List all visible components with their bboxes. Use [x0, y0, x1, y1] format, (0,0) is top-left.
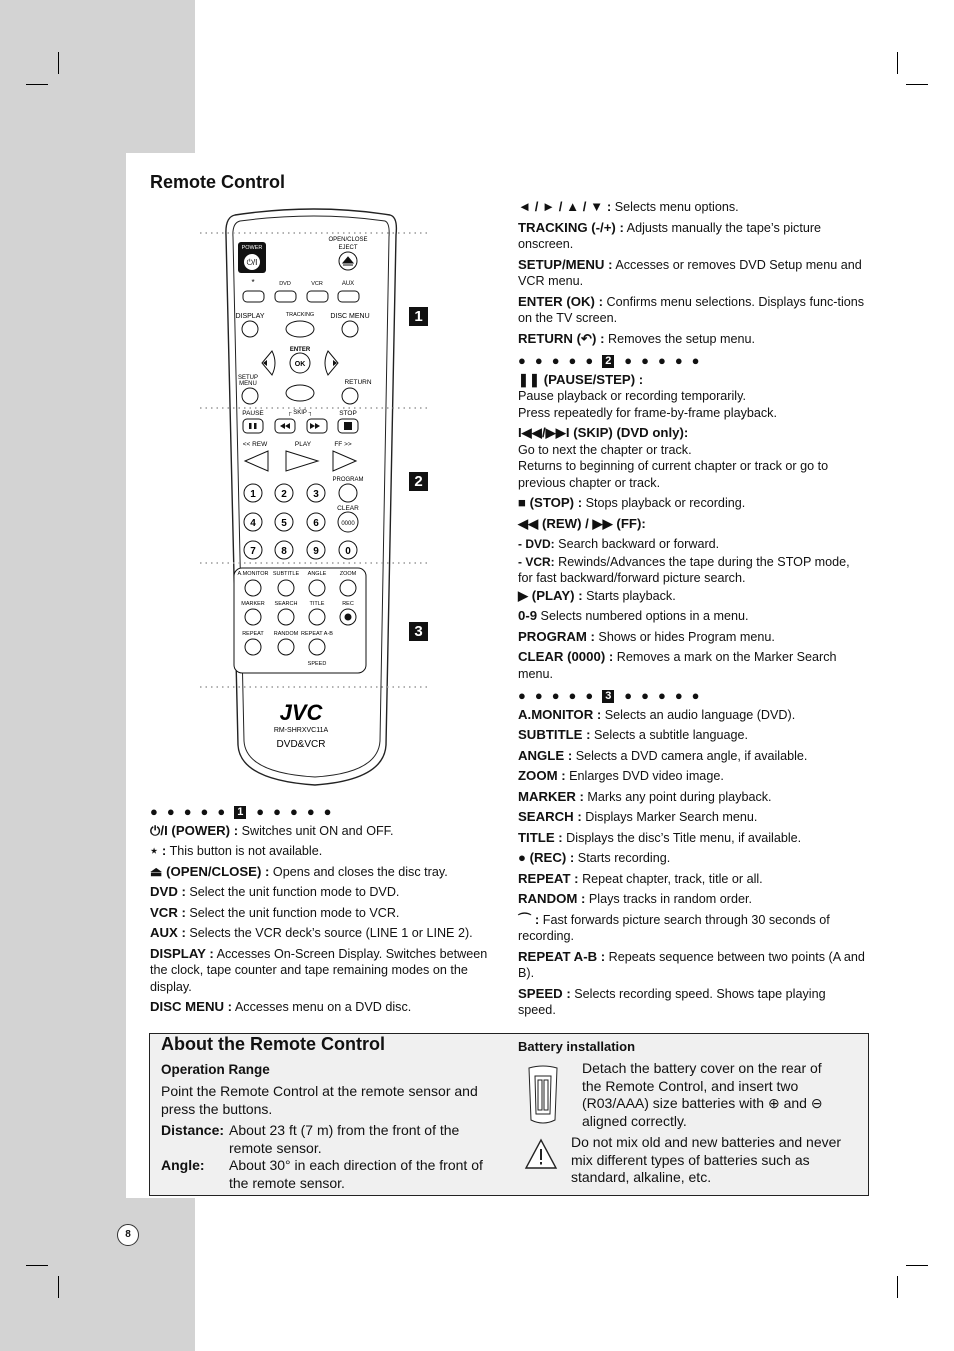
svg-text:PROGRAM: PROGRAM	[332, 477, 364, 483]
definition-value: Accesses On-Screen Display. Switches between the clock, tape counter and tape remaining modes on the display.	[150, 946, 488, 994]
svg-text:6: 6	[313, 518, 319, 529]
definition-key: SEARCH :	[518, 809, 582, 824]
definition-key: DISPLAY :	[150, 945, 214, 961]
definition-item	[150, 823, 495, 840]
svg-text:ZOOM: ZOOM	[339, 571, 357, 577]
svg-text:REPEAT A-B: REPEAT A-B	[301, 631, 333, 637]
definition-item	[150, 864, 495, 881]
section-marker-1: 1	[409, 307, 428, 326]
right-column	[518, 199, 866, 1023]
right-definition-list-3	[518, 707, 866, 1019]
svg-text:ANGLE: ANGLE	[307, 571, 327, 577]
definition-value: Starts playback.	[582, 588, 676, 603]
definition-value: Selects numbered options in a menu.	[537, 609, 749, 623]
definition-key: ◄ / ► / ▲ / ▼ :	[518, 199, 612, 214]
section-divider-3: ●●●●● 3 ●●●●●	[518, 688, 709, 703]
definition-value: Selects menu options.	[611, 200, 739, 214]
angle-text: About 30° in each direction of the front of the remote sensor.	[229, 1157, 483, 1191]
definition-key: ◀◀ (REW) / ▶▶ (FF):	[518, 515, 646, 531]
svg-text:5: 5	[281, 518, 287, 529]
svg-text:0000: 0000	[341, 521, 355, 527]
definition-item	[518, 372, 866, 422]
open-close-label: OPEN/CLOSE	[328, 237, 368, 243]
svg-text:TITLE: TITLE	[309, 601, 325, 607]
svg-text:VCR: VCR	[311, 281, 323, 287]
definition-item	[518, 727, 866, 744]
definition-item	[518, 425, 866, 491]
svg-text:DISC MENU: DISC MENU	[330, 313, 370, 320]
definition-item	[518, 588, 866, 605]
definition-value: Enlarges DVD video image.	[565, 769, 724, 783]
definition-key: TRACKING (-/+) :	[518, 219, 624, 235]
left-column	[150, 798, 495, 1020]
svg-text:<< REW: << REW	[242, 441, 268, 448]
svg-text:PLAY: PLAY	[294, 441, 312, 448]
warning-text: Do not mix old and new batteries and never mix different types of batteries such as standard, alkaline, etc.	[571, 1134, 842, 1185]
svg-text:TRACKING: TRACKING	[285, 312, 315, 318]
definition-item	[150, 905, 495, 922]
definition-item	[518, 331, 866, 348]
section-marker-2: 2	[409, 472, 428, 491]
crop-mark	[58, 52, 59, 74]
definition-value: Switches unit ON and OFF.	[238, 823, 394, 838]
definition-value: Opens and closes the disc tray.	[269, 864, 448, 879]
svg-text:SETUP: SETUP	[237, 375, 259, 381]
definition-key: ENTER (OK) :	[518, 293, 603, 309]
svg-text:SUBTITLE: SUBTITLE	[272, 571, 300, 577]
definition-key: ⋆ :	[150, 843, 167, 858]
operation-range-text: Point the Remote Control at the remote sensor and press the buttons.	[161, 1083, 478, 1117]
definition-key: A.MONITOR :	[518, 706, 602, 722]
definition-item	[518, 809, 866, 826]
definition-item	[150, 884, 495, 901]
page-number: 8	[117, 1224, 139, 1246]
definition-item	[518, 294, 866, 327]
definition-item	[150, 946, 495, 996]
svg-text:9: 9	[313, 546, 319, 557]
angle-label: Angle:	[161, 1157, 205, 1173]
svg-text:4: 4	[250, 518, 256, 529]
section-divider-1: ●●●●● 1 ●●●●●	[150, 804, 341, 819]
definition-value: Rewinds/Advances the tape during the STOP mode, for fast backward/forward picture search.	[518, 554, 850, 585]
definition-key: MARKER :	[518, 788, 584, 804]
definition-key: CLEAR (0000) :	[518, 649, 614, 664]
definition-item	[518, 516, 866, 533]
definition-item	[150, 999, 495, 1016]
remote-subtitle: DVD&VCR	[276, 739, 326, 750]
definition-value: Select the unit function mode to DVD.	[185, 885, 400, 899]
battery-remote-icon	[523, 1064, 563, 1126]
definition-key: REPEAT :	[518, 870, 579, 886]
svg-text:REPEAT: REPEAT	[242, 631, 264, 637]
definition-item	[150, 925, 495, 942]
definition-item	[518, 850, 866, 867]
definition-value: Selects the VCR deck’s source (LINE 1 or LINE 2).	[185, 926, 473, 940]
svg-text:FF >>: FF >>	[334, 441, 352, 448]
definition-item	[518, 986, 866, 1019]
definition-key: RANDOM :	[518, 891, 586, 906]
definition-key: VCR :	[150, 904, 186, 920]
svg-text:RANDOM: RANDOM	[273, 631, 299, 637]
about-title: About the Remote Control	[161, 1034, 385, 1054]
svg-text:A.MONITOR: A.MONITOR	[237, 571, 269, 577]
definition-line: Pause playback or recording temporarily.	[518, 389, 746, 403]
definition-key: AUX :	[150, 925, 186, 940]
operation-range-heading: Operation Range	[161, 1062, 270, 1077]
definition-key: SPEED :	[518, 985, 571, 1001]
about-remote-box	[149, 1033, 869, 1196]
definition-line: Returns to beginning of current chapter or track or go to previous chapter or track.	[518, 459, 829, 490]
svg-text:MARKER: MARKER	[241, 601, 265, 607]
definition-value: Search backward or forward.	[554, 537, 720, 551]
definition-key: ⌒ :	[518, 911, 540, 927]
crop-mark	[26, 1265, 48, 1266]
section-divider-2: ●●●●● 2 ●●●●●	[518, 353, 709, 368]
definition-key: ▶ (PLAY) :	[518, 587, 583, 603]
section-marker-3: 3	[409, 622, 428, 641]
battery-heading: Battery installation	[518, 1039, 636, 1054]
right-definition-list-2	[518, 372, 866, 683]
definition-key: I◀◀/▶▶I (SKIP) (DVD only):	[518, 425, 689, 440]
page-title: Remote Control	[150, 172, 285, 192]
definition-value: Removes a mark on the Marker Search menu.	[518, 650, 837, 681]
svg-text:REC: REC	[342, 601, 354, 607]
definition-value: Displays Marker Search menu.	[581, 810, 758, 824]
crop-mark	[58, 1276, 59, 1298]
svg-text:0: 0	[345, 546, 351, 557]
svg-text:1: 1	[250, 489, 256, 500]
definition-item	[518, 871, 866, 888]
definition-key: - DVD:	[518, 537, 555, 551]
definition-key: ANGLE :	[518, 747, 573, 763]
remote-model: RM-SHRXVC11A	[273, 727, 329, 734]
definition-value: Fast forwards picture search through 30 seconds of recording.	[518, 912, 830, 943]
definition-item	[518, 891, 866, 908]
definition-value: Accesses menu on a DVD disc.	[232, 1000, 412, 1014]
definition-key: ● (REC) :	[518, 850, 575, 865]
definition-line: Go to next the chapter or track.	[518, 442, 692, 457]
definition-value: Confirms menu selections. Displays func-tions on the TV screen.	[518, 294, 865, 325]
battery-text: Detach the battery cover on the rear of the Remote Control, and insert two (R03/AAA) size batteries with ⊕ and ⊖ aligned correctly.	[582, 1060, 823, 1129]
definition-value: Removes the setup menu.	[604, 331, 756, 346]
definition-key: 0-9	[518, 608, 538, 623]
crop-mark	[906, 84, 928, 85]
svg-text:DISPLAY: DISPLAY	[235, 313, 265, 320]
definition-value: Adjusts manually the tape’s picture onscreen.	[518, 220, 822, 251]
svg-text:8: 8	[281, 546, 287, 557]
definition-item	[518, 608, 866, 625]
crop-mark	[906, 1265, 928, 1266]
definition-item	[518, 649, 866, 682]
definition-key: ⏏ (OPEN/CLOSE) :	[150, 863, 270, 879]
definition-value: Marks any point during playback.	[583, 789, 772, 804]
warning-triangle-icon	[524, 1138, 558, 1170]
definition-item	[518, 789, 866, 806]
definition-key: DISC MENU :	[150, 999, 233, 1014]
definition-line: Press repeatedly for frame-by-frame playback.	[518, 405, 777, 420]
definition-value: Selects an audio language (DVD).	[601, 707, 796, 722]
svg-text:2: 2	[281, 489, 287, 500]
definition-value: Selects a DVD camera angle, if available.	[572, 748, 808, 763]
definition-key: ⏻/I (POWER) :	[150, 822, 239, 838]
svg-text:ENTER: ENTER	[289, 347, 311, 353]
distance-label: Distance:	[161, 1122, 225, 1138]
definition-key: DVD :	[150, 884, 186, 899]
svg-text:SPEED: SPEED	[307, 661, 327, 667]
remote-brand: JVC	[279, 700, 323, 725]
definition-value: Displays the disc’s Title menu, if available.	[562, 830, 802, 845]
definition-key: - VCR:	[518, 554, 555, 569]
svg-text:*: *	[251, 278, 255, 287]
svg-text:STOP: STOP	[339, 410, 357, 417]
crop-mark	[897, 1276, 898, 1298]
definition-item	[518, 220, 866, 253]
svg-text:7: 7	[250, 546, 256, 557]
definition-value: Select the unit function mode to VCR.	[185, 905, 400, 920]
definition-key: TITLE :	[518, 829, 563, 845]
left-definition-list	[150, 823, 495, 1016]
svg-text:DVD: DVD	[279, 281, 291, 287]
power-button-mark: ⏻/I	[246, 258, 258, 267]
svg-text:CLEAR: CLEAR	[337, 505, 359, 512]
crop-mark	[26, 84, 48, 85]
definition-key: PROGRAM :	[518, 628, 595, 644]
definition-value: This button is not available.	[166, 844, 323, 858]
definition-value: Plays tracks in random order.	[585, 892, 752, 906]
definition-value: Repeats sequence between two points (A and B).	[518, 949, 865, 980]
svg-text:3: 3	[313, 489, 319, 500]
definition-key: SUBTITLE :	[518, 727, 591, 742]
definition-item	[518, 912, 866, 945]
definition-value: Starts recording.	[574, 851, 671, 865]
definition-key: ❚❚ (PAUSE/STEP) :	[518, 371, 644, 387]
distance-text: About 23 ft (7 m) from the front of the remote sensor.	[229, 1122, 460, 1156]
definition-value: Selects recording speed. Shows tape playing speed.	[518, 986, 826, 1017]
svg-text:┌ SKIP ┐: ┌ SKIP ┐	[287, 410, 313, 416]
definition-item	[518, 707, 866, 724]
definition-item	[518, 629, 866, 646]
definition-key: ■ (STOP) :	[518, 495, 583, 510]
definition-value: Stops playback or recording.	[582, 496, 746, 510]
definition-item	[518, 949, 866, 982]
power-button-label: POWER	[241, 245, 263, 251]
definition-value: Selects a subtitle language.	[590, 728, 749, 742]
definition-item	[518, 830, 866, 847]
definition-item	[518, 536, 866, 553]
definition-value: Shows or hides Program menu.	[594, 629, 775, 644]
eject-label: EJECT	[338, 245, 358, 251]
crop-mark	[897, 52, 898, 74]
remote-illustration	[200, 205, 430, 795]
svg-text:PAUSE: PAUSE	[242, 410, 264, 417]
definition-item	[518, 748, 866, 765]
svg-text:RETURN: RETURN	[344, 379, 372, 386]
definition-item	[518, 257, 866, 290]
definition-item	[518, 768, 866, 785]
definition-value: Repeat chapter, track, title or all.	[578, 871, 763, 886]
definition-value: Accesses or removes DVD Setup menu and VCR menu.	[518, 257, 862, 288]
definition-key: SETUP/MENU :	[518, 256, 613, 272]
svg-text:OK: OK	[294, 361, 306, 368]
definition-item	[518, 199, 866, 216]
right-definition-list-1	[518, 199, 866, 347]
svg-text:MENU: MENU	[239, 381, 257, 387]
definition-item	[518, 495, 866, 512]
definition-key: RETURN (↶) :	[518, 330, 605, 346]
svg-text:SEARCH: SEARCH	[274, 601, 298, 607]
definition-key: ZOOM :	[518, 768, 566, 783]
definition-item	[518, 554, 866, 587]
definition-item	[150, 843, 495, 860]
definition-key: REPEAT A-B :	[518, 948, 606, 964]
svg-text:AUX: AUX	[341, 281, 355, 287]
